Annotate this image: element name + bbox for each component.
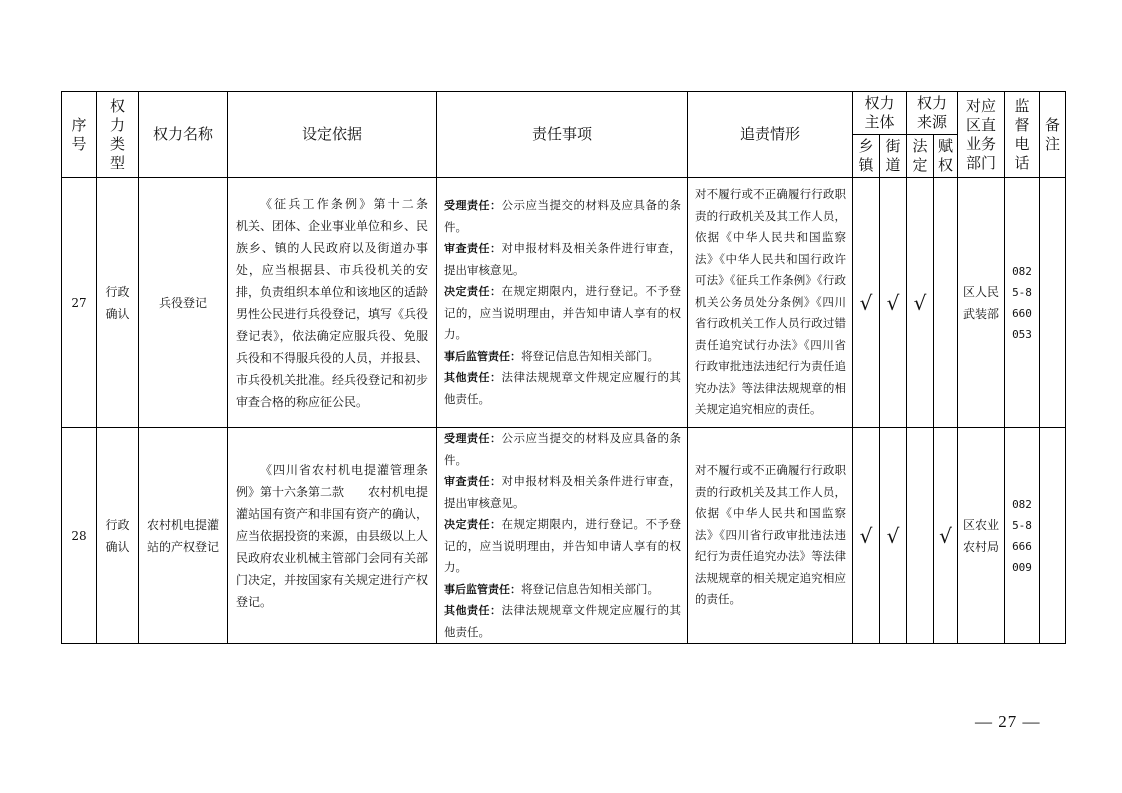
table-row <box>62 428 1066 644</box>
resp-text: 对申报材料及相关条件进行审查，提出审核意见。 <box>444 474 681 510</box>
header-name: 权力名称 <box>139 92 228 178</box>
resp-label: 决定责任： <box>444 285 502 298</box>
resp-label: 受理责任： <box>444 199 502 212</box>
header-seq: 序号 <box>62 92 97 178</box>
resp-text: 公示应当提交的材料及应具备的条件。 <box>444 431 681 467</box>
row-phone: 0825-8660053 <box>1005 178 1040 428</box>
row-phone: 0825-8666009 <box>1005 428 1040 644</box>
row-dept: 区人民武装部 <box>958 178 1005 428</box>
powers-table <box>61 91 1066 644</box>
header-responsibility: 责任事项 <box>437 92 688 178</box>
row-check-street: √ <box>880 178 907 428</box>
table-row <box>62 178 1066 428</box>
resp-label: 决定责任： <box>444 518 502 531</box>
row-check-granted: √ <box>934 428 958 644</box>
header-type: 权力类型 <box>97 92 139 178</box>
header-dept: 对应区直业务部门 <box>958 92 1005 178</box>
header-source: 权力来源 <box>907 92 958 135</box>
row-check-street: √ <box>880 428 907 644</box>
header-note: 备注 <box>1040 92 1066 178</box>
row-seq: 28 <box>62 428 97 644</box>
resp-label: 事后监管责任： <box>444 582 521 596</box>
row-check-statutory <box>907 428 934 644</box>
row-check-granted <box>934 178 958 428</box>
row-type: 行政确认 <box>97 428 139 644</box>
resp-text: 对申报材料及相关条件进行审查，提出审核意见。 <box>444 241 681 277</box>
row-note <box>1040 178 1066 428</box>
row-name: 农村机电提灌站的产权登记 <box>139 428 228 644</box>
resp-text: 法律法规规章文件规定应履行的其他责任。 <box>444 603 681 639</box>
page-number: — 27 — <box>975 712 1041 731</box>
resp-label: 事后监管责任： <box>444 349 521 363</box>
header-basis: 设定依据 <box>228 92 437 178</box>
resp-text: 将登记信息告知相关部门。 <box>521 581 659 596</box>
row-note <box>1040 428 1066 644</box>
resp-label: 受理责任： <box>444 432 502 445</box>
resp-text: 在规定期限内，进行登记。不予登记的，应当说明理由，并告知申请人享有的权力。 <box>444 517 681 574</box>
resp-text: 在规定期限内，进行登记。不予登记的，应当说明理由，并告知申请人享有的权力。 <box>444 284 681 341</box>
resp-label: 其他责任： <box>444 371 502 384</box>
resp-label: 审查责任： <box>444 242 502 255</box>
row-type: 行政确认 <box>97 178 139 428</box>
resp-label: 审查责任： <box>444 475 502 488</box>
header-source-granted: 赋权 <box>934 135 958 178</box>
row-responsibility <box>437 178 688 428</box>
row-check-town: √ <box>853 428 880 644</box>
resp-text: 法律法规规章文件规定应履行的其他责任。 <box>444 370 681 406</box>
row-dept: 区农业农村局 <box>958 428 1005 644</box>
header-subject-town: 乡镇 <box>853 135 880 178</box>
resp-text: 公示应当提交的材料及应具备的条件。 <box>444 198 681 234</box>
header-subject: 权力主体 <box>853 92 907 135</box>
row-check-town: √ <box>853 178 880 428</box>
row-name: 兵役登记 <box>139 178 228 428</box>
header-source-statutory: 法定 <box>907 135 934 178</box>
row-basis: 《四川省农村机电提灌管理条例》第十六条第二款 农村机电提灌站国有资产和非国有资产的确认，应当依据投资的来源，由县级以上人民政府农业机械主管部门会同有关部门决定，并按国家有关规定进行产权登记。 <box>228 428 437 644</box>
row-accountability: 对不履行或不正确履行行政职责的行政机关及其工作人员，依据《中华人民共和国监察法》《四川省行政审批违法违纪行为责任追究办法》等法律法规规章的相关规定追究相应的责任。 <box>688 428 853 644</box>
row-responsibility <box>437 428 688 644</box>
header-accountability: 追责情形 <box>688 92 853 178</box>
row-basis: 《征兵工作条例》第十二条 机关、团体、企业事业单位和乡、民族乡、镇的人民政府以及街道办事处，应当根据县、市兵役机关的安排，负责组织本单位和该地区的适龄男性公民进行兵役登记，填写《兵役登记表》，依法确定应服兵役、免服兵役和不得服兵役的人员，并报县、市兵役机关批准。经兵役登记和初步审查合格的称应征公民。 <box>228 178 437 428</box>
row-seq: 27 <box>62 178 97 428</box>
header-phone: 监督电话 <box>1005 92 1040 178</box>
resp-text: 将登记信息告知相关部门。 <box>521 348 659 363</box>
row-check-statutory: √ <box>907 178 934 428</box>
header-subject-street: 街道 <box>880 135 907 178</box>
row-accountability: 对不履行或不正确履行行政职责的行政机关及其工作人员，依据《中华人民共和国监察法》《中华人民共和国行政许可法》《征兵工作条例》《行政机关公务员处分条例》《四川省行政机关工作人员行政过错责任追究试行办法》《四川省行政审批违法违纪行为责任追究办法》等法律法规规章的相关规定追究相应的责任。 <box>688 178 853 428</box>
resp-label: 其他责任： <box>444 604 502 617</box>
